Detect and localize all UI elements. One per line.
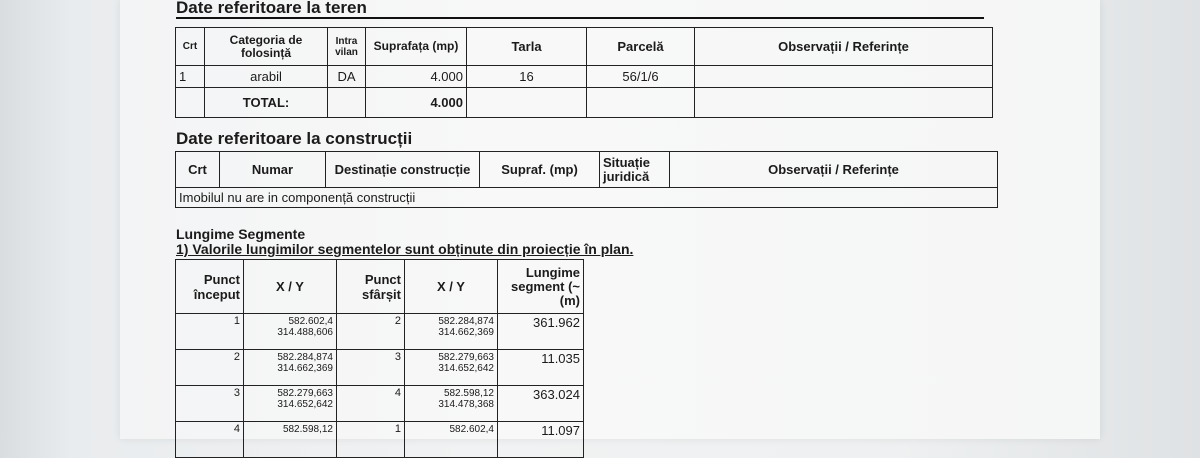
seg-start: 3: [176, 386, 244, 422]
seg-xy2-y: 314.652,642: [438, 363, 494, 374]
seg-xy1-x: 582.279,663: [277, 388, 333, 399]
seg-xy1-y: 314.652,642: [277, 399, 333, 410]
land-cell-intravilan: DA: [328, 66, 366, 88]
seg-end: 4: [337, 386, 405, 422]
land-header-parcel: Parcelă: [587, 28, 695, 66]
seg-xy2-x: 582.598,12: [443, 388, 494, 399]
segment-row: [176, 422, 584, 458]
constr-header-number: Numar: [220, 152, 326, 188]
land-header-observations: Observații / Referințe: [695, 28, 993, 66]
land-header-intravilan: Intra vilan: [328, 28, 366, 66]
seg-start: 1: [176, 314, 244, 350]
segment-row: [176, 314, 584, 350]
seg-header-end: Punct sfârșit: [337, 260, 405, 314]
land-header-crt: Crt: [176, 28, 205, 66]
seg-end: 2: [337, 314, 405, 350]
seg-xy1-x: 582.602,4: [288, 316, 333, 327]
seg-xy2: [405, 314, 498, 350]
seg-xy1-x: 582.284,874: [277, 352, 333, 363]
seg-xy1: [244, 350, 337, 386]
land-cell-crt: 1: [176, 66, 205, 88]
segment-row: [176, 386, 584, 422]
seg-end: 3: [337, 350, 405, 386]
land-cell-area: 4.000: [366, 66, 467, 88]
constr-header-observations: Observații / Referințe: [670, 152, 998, 188]
seg-xy2: [405, 386, 498, 422]
seg-header-start: Punct început: [176, 260, 244, 314]
seg-xy2: [405, 422, 498, 458]
land-total-value: 4.000: [366, 88, 467, 118]
seg-xy1: [244, 314, 337, 350]
seg-xy1: [244, 386, 337, 422]
seg-start: 4: [176, 422, 244, 458]
land-cell-observations: [695, 66, 993, 88]
land-section-title: Date referitoare la teren: [176, 0, 367, 17]
constr-note: Imobilul nu are in componență construcții: [176, 188, 998, 208]
seg-header-xy2: X / Y: [405, 260, 498, 314]
land-header-category: Categoria de folosință: [205, 28, 328, 66]
segments-note: 1) Valorile lungimilor segmentelor sunt obținute din proiecție în plan.: [176, 241, 634, 257]
seg-header-length: Lungime segment (~ (m): [498, 260, 584, 314]
constr-header-area: Supraf. (mp): [480, 152, 600, 188]
segments-title: Lungime Segmente: [176, 226, 306, 242]
constr-header-crt: Crt: [176, 152, 220, 188]
seg-xy1-x: 582.598,12: [282, 424, 333, 435]
seg-length: 11.035: [498, 350, 584, 386]
seg-header-xy1: X / Y: [244, 260, 337, 314]
seg-xy1-y: 314.662,369: [277, 363, 333, 374]
constructions-section-title: Date referitoare la construcții: [176, 129, 413, 148]
seg-length: 361.962: [498, 314, 584, 350]
land-cell-parcel: 56/1/6: [587, 66, 695, 88]
seg-xy2-y: 314.662,369: [438, 327, 494, 338]
land-table: [175, 27, 993, 118]
constr-header-legal-status: Situație juridică: [600, 152, 670, 188]
seg-xy2-x: 582.279,663: [438, 352, 494, 363]
segments-table: [175, 259, 584, 458]
title-rule: [176, 17, 984, 19]
segment-row: [176, 350, 584, 386]
land-header-tarla: Tarla: [467, 28, 587, 66]
constructions-table: [175, 151, 998, 208]
land-header-area: Suprafața (mp): [366, 28, 467, 66]
seg-length: 363.024: [498, 386, 584, 422]
seg-xy2-x: 582.284,874: [438, 316, 494, 327]
seg-xy2-y: 314.478,368: [438, 399, 494, 410]
seg-start: 2: [176, 350, 244, 386]
land-cell-tarla: 16: [467, 66, 587, 88]
seg-end: 1: [337, 422, 405, 458]
seg-xy2-x: 582.602,4: [449, 424, 494, 435]
constr-header-destination: Destinație construcție: [326, 152, 480, 188]
seg-xy1: [244, 422, 337, 458]
seg-xy2: [405, 350, 498, 386]
land-total-label: TOTAL:: [205, 88, 328, 118]
land-cell-category: arabil: [205, 66, 328, 88]
seg-length: 11.097: [498, 422, 584, 458]
seg-xy1-y: 314.488,606: [277, 327, 333, 338]
